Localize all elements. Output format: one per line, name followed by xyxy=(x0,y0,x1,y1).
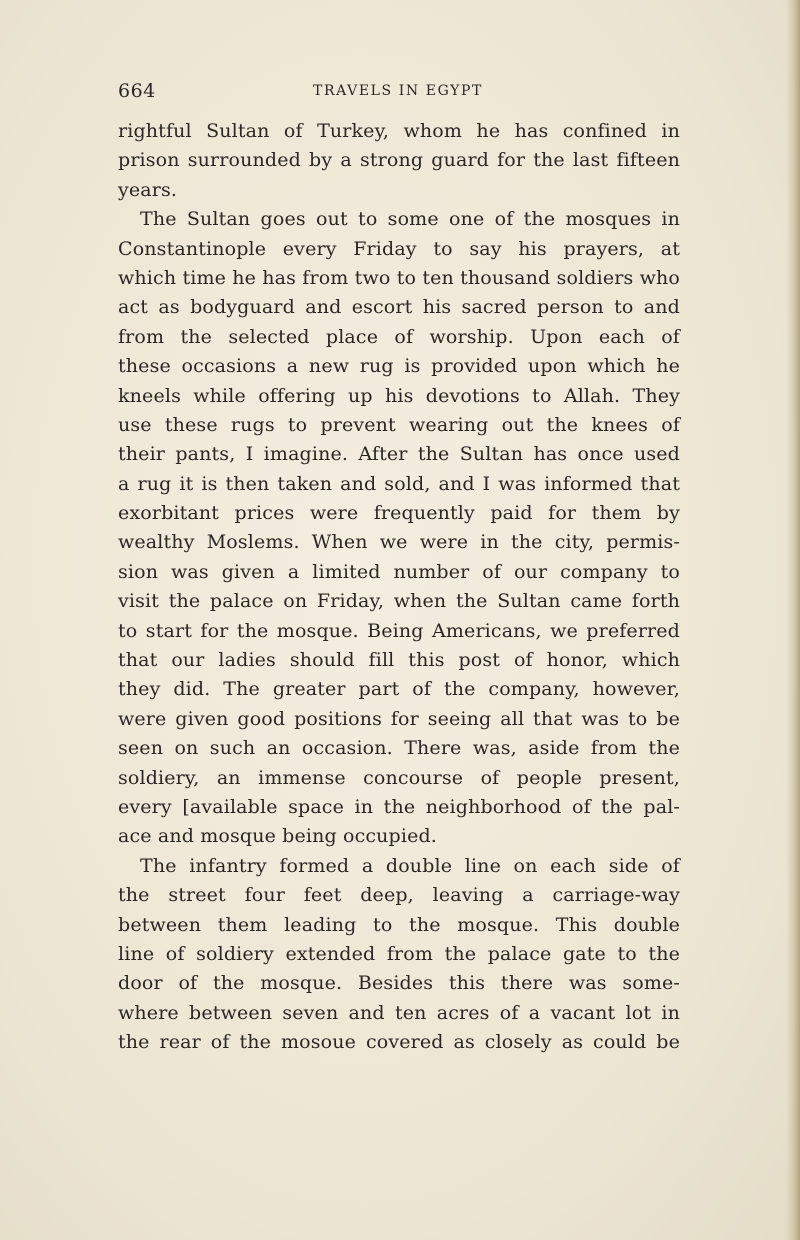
text-line: The infantry formed a double line on each side of xyxy=(140,854,680,877)
page-edge-shadow xyxy=(786,0,800,1240)
text-line: these occasions a new rug is provided upon which he xyxy=(118,355,680,378)
text-line: they did. The greater part of the company, however, xyxy=(118,678,680,701)
text-line: The Sultan goes out to some one of the mosques in xyxy=(140,208,680,231)
text-line: between them leading to the mosque. This double xyxy=(118,913,680,936)
text-line: their pants, I imagine. After the Sultan has once used xyxy=(118,443,680,466)
text-line: visit the palace on Friday, when the Sultan came forth xyxy=(118,590,680,613)
text-line: a rug it is then taken and sold, and I was informed that xyxy=(118,472,680,495)
text-line: prison surrounded by a strong guard for the last fifteen xyxy=(118,149,680,172)
text-line: the rear of the mosoue covered as closely as could be xyxy=(118,1031,680,1054)
text-line: exorbitant prices were frequently paid for them by xyxy=(118,502,680,525)
running-title: TRAVELS IN EGYPT xyxy=(313,83,483,99)
text-line: which time he has from two to ten thousand soldiers who xyxy=(118,266,680,289)
text-line: wealthy Moslems. When we were in the city, permis- xyxy=(118,531,680,554)
text-line: act as bodyguard and escort his sacred person to and xyxy=(118,296,680,319)
text-line: kneels while offering up his devotions to Allah. They xyxy=(118,384,680,407)
text-line: line of soldiery extended from the palace gate to the xyxy=(118,942,680,965)
text-line: rightful Sultan of Turkey, whom he has confined in xyxy=(118,120,680,142)
text-line: seen on such an occasion. There was, aside from the xyxy=(118,737,680,760)
body-text xyxy=(118,117,680,1058)
text-line: from the selected place of worship. Upon each of xyxy=(118,325,680,348)
text-line: soldiery, an immense concourse of people present, xyxy=(118,766,680,789)
text-line: Constantinople every Friday to say his prayers, at xyxy=(118,237,680,260)
text-line: years. xyxy=(118,178,178,201)
text-line: where between seven and ten acres of a vacant lot in xyxy=(118,1001,680,1024)
page-header xyxy=(118,80,678,110)
text-line: to start for the mosque. Being Americans, we preferred xyxy=(118,619,680,642)
text-line: were given good positions for seeing all that was to be xyxy=(118,707,680,730)
text-line: every [available space in the neighborhood of the pal- xyxy=(118,795,680,818)
page-number: 664 xyxy=(118,80,156,102)
text-line: ace and mosque being occupied. xyxy=(118,825,437,848)
text-line: sion was given a limited number of our company to xyxy=(118,560,680,583)
text-line: use these rugs to prevent wearing out the knees of xyxy=(118,413,680,436)
text-line: the street four feet deep, leaving a carriage-way xyxy=(118,884,680,907)
text-line: that our ladies should fill this post of honor, which xyxy=(118,649,680,672)
text-line: door of the mosque. Besides this there was some- xyxy=(118,972,680,995)
